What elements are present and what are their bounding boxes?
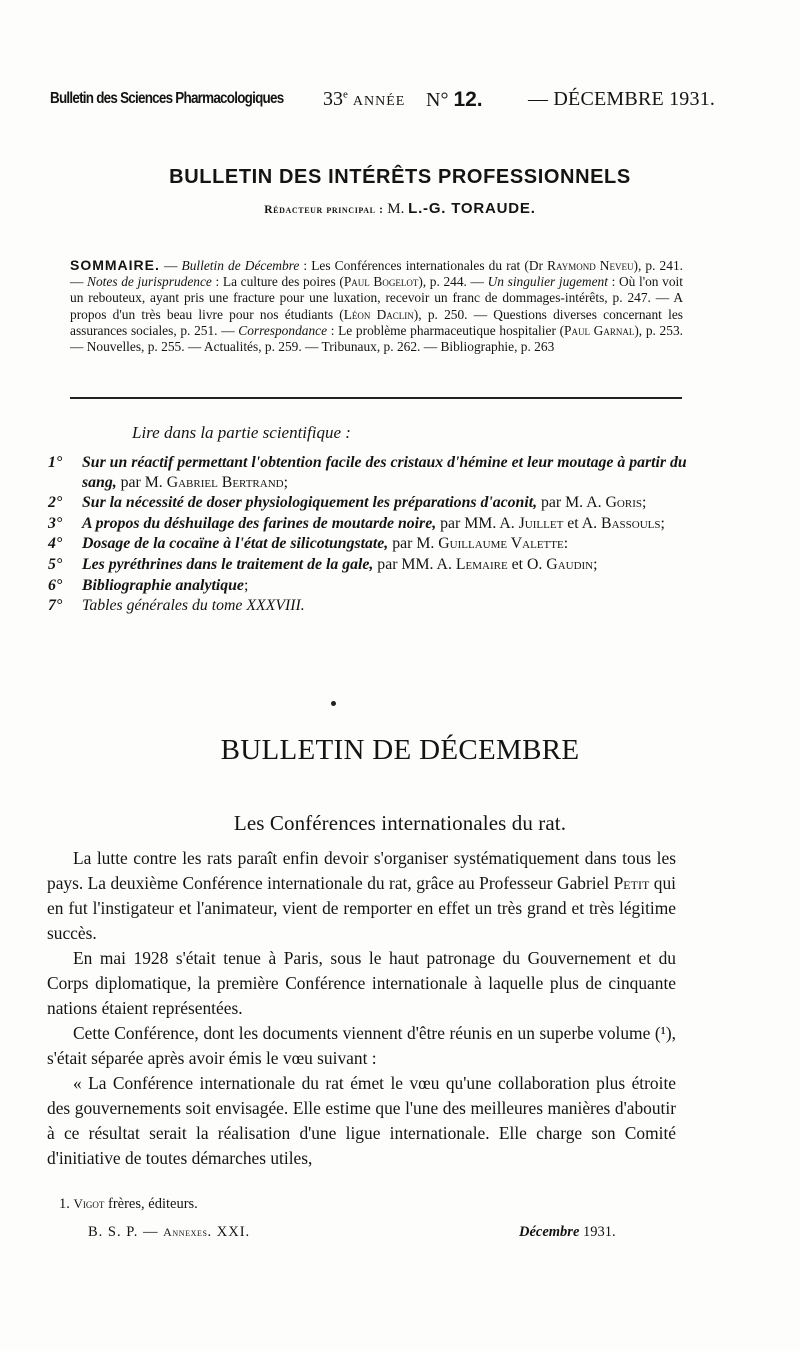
- toc-title: Tables générales du tome XXXVIII.: [82, 597, 305, 615]
- toc-item: [48, 596, 688, 616]
- sommaire-text: : Où l'on voit un rebouteux, ayant pris une fracture pour une luxation, recevoir un franc de dommages-intérêts, p. 247. — A propos d'un très beau livre pour nos étudiants (: [70, 274, 683, 322]
- toc-number: 1°: [48, 454, 63, 471]
- toc-by: par M.: [116, 473, 167, 491]
- toc-by: par MM. A.: [436, 514, 519, 532]
- year-suffix: e: [343, 88, 348, 101]
- toc-title: Sur la nécessité de doser physiologiquement les préparations d'aconit,: [82, 494, 538, 512]
- toc-title: A propos du déshuilage des farines de moutarde noire,: [82, 514, 437, 532]
- sommaire-text: ), p. 253. — Nouvelles, p. 255. — Actualités, p. 259. — Tribunaux, p. 262. — Bibliographie, p. 263: [70, 322, 683, 355]
- issue-date: — DÉCEMBRE 1931.: [528, 88, 716, 110]
- toc-by: par M.: [388, 535, 439, 553]
- person-name: Petit: [613, 873, 650, 893]
- issue-value: 12.: [453, 88, 483, 111]
- sommaire-label: SOMMAIRE.: [70, 257, 160, 273]
- editor-initial: M.: [387, 201, 405, 217]
- sommaire-entry-title: Un singulier jugement: [487, 274, 608, 290]
- paragraph: En mai 1928 s'était tenue à Paris, sous le haut patronage du Gouvernement et du Corps diplomatique, la première Conférence internationale à laquelle plus de cinquante nations étaient représentées.: [47, 948, 676, 1018]
- toc-punct: :: [563, 535, 569, 553]
- issue-number: [426, 88, 483, 112]
- footnote: [59, 1196, 198, 1213]
- paragraph: Cette Conférence, dont les documents viennent d'être réunis en un superbe volume (¹), s'était séparée après avoir émis le vœu suivant :: [47, 1023, 676, 1068]
- toc-item: [48, 534, 688, 554]
- ornament-dot: [331, 701, 336, 706]
- toc-number: 2°: [48, 494, 63, 512]
- toc-title: Sur un réactif permettant l'obtention facile des cristaux d'hémine et leur moutage à partir du sang,: [82, 454, 687, 491]
- toc-number: 4°: [48, 535, 63, 553]
- toc-by: et A.: [563, 514, 602, 532]
- toc-punct: ;: [642, 494, 647, 512]
- article-heading: BULLETIN DE DÉCEMBRE: [220, 734, 580, 766]
- year-number: 33: [323, 88, 343, 110]
- toc-number: 7°: [48, 597, 63, 615]
- footer-annexes: Annexes: [163, 1225, 208, 1239]
- toc-author: Juillet: [518, 514, 564, 532]
- toc-author: Lemaire: [455, 555, 508, 573]
- sommaire-text: : Les Conférences internationales du rat (Dr: [299, 258, 548, 273]
- footnote-number: 1.: [59, 1196, 70, 1212]
- toc-item: [48, 493, 688, 513]
- sommaire-entry-title: Correspondance: [238, 322, 328, 338]
- toc-title: Les pyréthrines dans le traitement de la gale,: [82, 555, 374, 573]
- paragraph: [47, 846, 676, 946]
- section-title: BULLETIN DES INTÉRÊTS PROFESSIONNELS: [169, 166, 631, 188]
- toc-author: Goris: [605, 494, 642, 512]
- year-word: ANNÉE: [352, 94, 406, 109]
- toc-item: [48, 453, 688, 492]
- scientific-contents-list: [48, 453, 688, 616]
- footer-text: B. S. P. —: [88, 1224, 164, 1240]
- toc-item: [48, 514, 688, 534]
- sommaire-text: : La culture des poires (: [211, 274, 344, 290]
- sommaire-entry-title: Notes de jurisprudence: [87, 274, 212, 290]
- sommaire-text: ), p. 244. —: [418, 274, 488, 290]
- journal-name: Bulletin des Sciences Pharmacologiques: [50, 90, 284, 107]
- paragraph-text: La lutte contre les rats paraît enfin devoir s'organiser systématiquement dans tous les pays. La deuxième Conférence internationale du rat, grâce au Professeur Gabriel: [47, 848, 676, 893]
- toc-by: par M. A.: [537, 494, 606, 512]
- article-body: [47, 846, 676, 1171]
- sommaire: [70, 257, 683, 355]
- toc-author: Bassouls: [601, 514, 661, 532]
- volume-year: [323, 88, 405, 111]
- toc-item: [48, 576, 688, 596]
- footnote-text: frères, éditeurs.: [104, 1196, 198, 1212]
- toc-number: 5°: [48, 555, 63, 573]
- toc-punct: ;: [283, 473, 288, 491]
- sommaire-author: Paul Bogelot: [343, 274, 419, 290]
- toc-author: Gabriel Bertrand: [166, 473, 284, 491]
- footer-year: 1931.: [579, 1224, 616, 1240]
- footer-text: . XXI.: [207, 1224, 251, 1240]
- toc-punct: ;: [660, 514, 665, 532]
- divider-rule: [70, 397, 682, 399]
- sommaire-text: ), p. 250. — Questions diverses concernant les assurances sociales, p. 251. —: [70, 306, 683, 338]
- toc-punct: ;: [243, 576, 249, 594]
- sommaire-entry-title: Bulletin de Décembre: [181, 258, 300, 273]
- editor-label: Rédacteur principal :: [264, 204, 384, 216]
- running-head: [50, 88, 740, 114]
- toc-author: Gaudin: [546, 555, 594, 573]
- issue-prefix: N°: [426, 89, 449, 111]
- toc-by: et O.: [507, 555, 547, 573]
- sommaire-text: : Le problème pharmaceutique hospitalier (: [327, 322, 565, 338]
- scientific-part-heading: Lire dans la partie scientifique :: [132, 423, 351, 442]
- sommaire-text: ), p. 241. —: [70, 258, 683, 290]
- toc-item: [48, 555, 688, 575]
- toc-title: Dosage de la cocaïne à l'état de silicotungstate,: [82, 535, 389, 553]
- toc-number: 6°: [48, 576, 63, 594]
- sommaire-text: —: [159, 258, 182, 273]
- sommaire-author: Léon Daclin: [343, 306, 414, 322]
- footer-month: Décembre: [519, 1224, 580, 1240]
- editor-line: [0, 200, 800, 218]
- paragraph-text: qui en fut l'instigateur et l'animateur, vient de remporter en effet un très grand et très légitime succès.: [47, 873, 676, 943]
- paragraph: « La Conférence internationale du rat émet le vœu qu'une collaboration plus étroite des gouvernements soit envisagée. Elle estime que l'une des meilleures manières d'aboutir à ce résultat serait la réalisation d'une ligue internationale. Elle charge son Comité d'initiative de toutes démarches utiles,: [47, 1073, 676, 1168]
- page-footer-left: [88, 1224, 250, 1241]
- sommaire-author: Paul Garnal: [564, 322, 635, 338]
- sommaire-author: Raymond Neveu: [547, 258, 634, 273]
- editor-name: L.-G. TORAUDE.: [408, 200, 536, 217]
- footnote-publisher: Vigot: [73, 1196, 105, 1211]
- toc-title: Bibliographie analytique: [82, 576, 244, 594]
- toc-number: 3°: [48, 514, 63, 532]
- article-subheading: Les Conférences internationales du rat.: [233, 811, 567, 835]
- toc-author: Guillaume Valette: [438, 535, 564, 553]
- page-footer-right: [519, 1224, 616, 1241]
- toc-punct: ;: [593, 555, 598, 573]
- toc-by: par MM. A.: [373, 555, 456, 573]
